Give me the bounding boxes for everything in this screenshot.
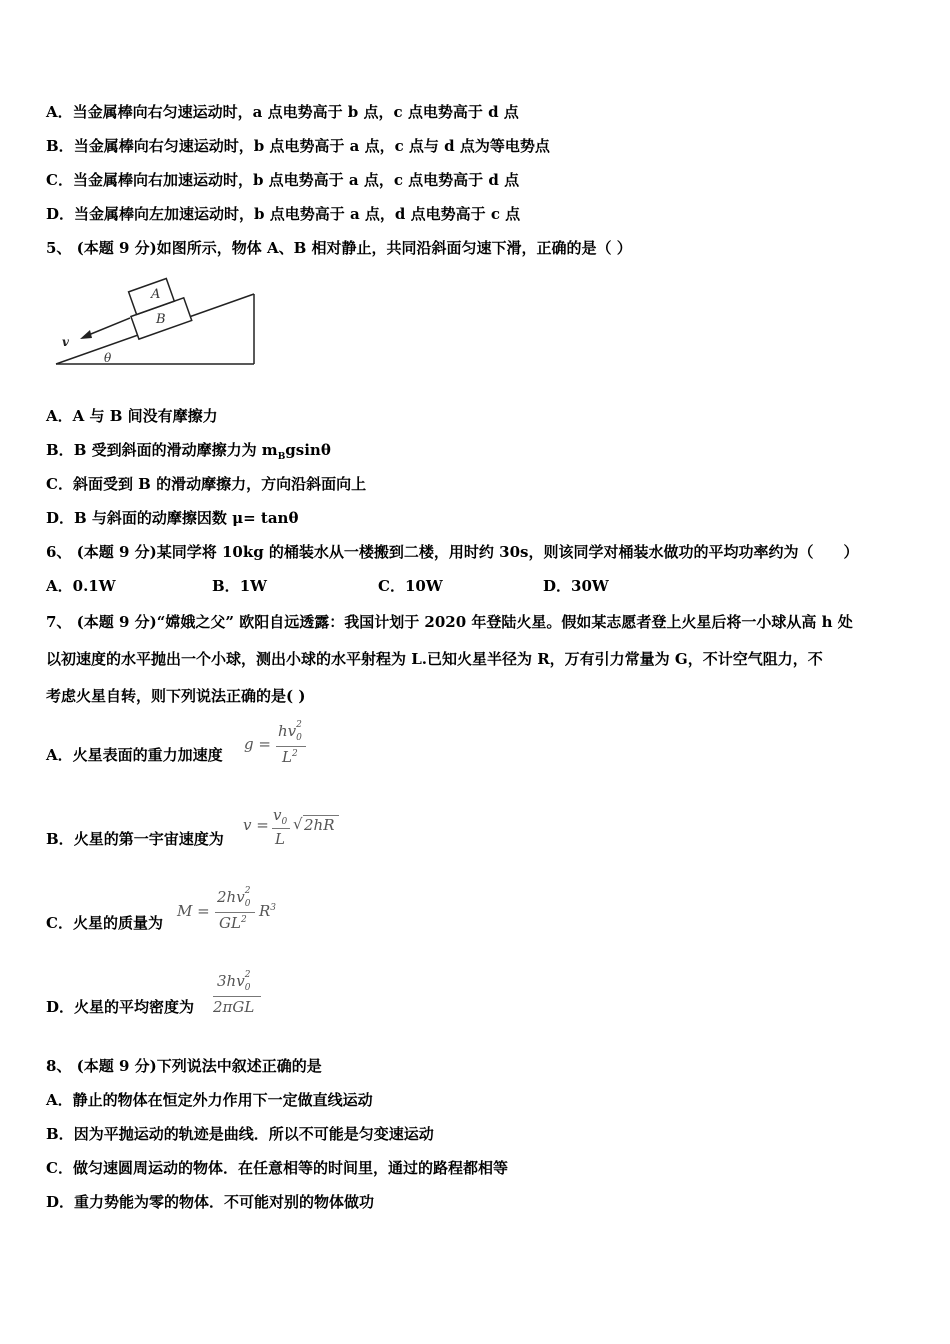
q6-option-b: B．1W [212,577,267,595]
formula-d: 3hv $_{2 0}$ 2πGL [211,972,271,1022]
q8-option-d: D．重力势能为零的物体．不可能对别的物体做功 [46,1193,375,1211]
q5-option-c: C．斜面受到 B 的滑动摩擦力，方向沿斜面向上 [46,475,367,493]
q6-option-a: A．0.1W [46,577,116,595]
q7-stem-line2: 以初速度的水平抛出一个小球，测出小球的水平射程为 L.已知火星半径为 R，万有引力常量为 G，不计空气阻力，不 [46,650,823,668]
q8-stem: 8、 (本题 9 分)下列说法中叙述正确的是 [46,1057,322,1075]
q8-option-a: A．静止的物体在恒定外力作用下一定做直线运动 [46,1091,373,1109]
q8-option-b: B．因为平抛运动的轨迹是曲线．所以不可能是匀变速运动 [46,1125,434,1143]
incline-figure [54,268,260,368]
formula-c: M = 2hv $_{2 0}$ $GL^2$ $R^3$ [177,886,277,932]
q4-option-a: A．当金属棒向右匀速运动时，a 点电势高于 b 点，c 点电势高于 d 点 [46,103,519,121]
velocity-label: v [62,335,69,349]
theta-label: θ [104,351,112,365]
formula-a: g = hv $_{2 0}$ $L^2$ [244,722,324,772]
q5-option-b: B．B 受到斜面的滑动摩擦力为 $m_Bgsin\theta$ [46,441,331,462]
q7-option-d: D．火星的平均密度为 [46,998,195,1016]
q6-option-d: D．30W [543,577,609,595]
q5-stem: 5、 (本题 9 分)如图所示，物体 A、B 相对静止，共同沿斜面匀速下滑，正确的是（ ） [46,239,632,257]
q7-stem-line1: 7、 (本题 9 分)“嫦娥之父” 欧阳自远透露：我国计划于 2020 年登陆火星。假如某志愿者登上火星后将一小球从高 h 处 [46,613,853,631]
q7-option-c: C．火星的质量为 [46,914,163,932]
block-b-label: B [156,312,166,327]
velocity-arrow [86,318,130,336]
q4-option-c: C．当金属棒向右加速运动时，b 点电势高于 a 点，c 点电势高于 d 点 [46,171,520,189]
q8-option-c: C．做匀速圆周运动的物体．在任意相等的时间里，通过的路程都相等 [46,1159,508,1177]
q6-stem: 6、 (本题 9 分)某同学将 10kg 的桶装水从一楼搬到二楼，用时约 30s，则该同学对桶装水做功的平均功率约为（ ） [46,543,859,561]
block-a-label: A [151,287,161,302]
q4-option-b: B．当金属棒向右匀速运动时，b 点电势高于 a 点，c 点与 d 点为等电势点 [46,137,550,155]
q4-option-d: D．当金属棒向左加速运动时，b 点电势高于 a 点，d 点电势高于 c 点 [46,205,521,223]
q5-option-d: D．B 与斜面的动摩擦因数 μ= tanθ [46,509,299,527]
formula-b: v = $v_0$ L √ 2hR [243,806,343,856]
velocity-arrowhead [80,330,92,339]
q7-stem-line3: 考虑火星自转，则下列说法正确的是( ) [46,687,306,705]
q7-option-a: A．火星表面的重力加速度 [46,746,223,764]
q6-option-c: C．10W [378,577,443,595]
q5-option-a: A．A 与 B 间没有摩擦力 [46,407,218,425]
q7-option-b: B．火星的第一宇宙速度为 [46,830,224,848]
